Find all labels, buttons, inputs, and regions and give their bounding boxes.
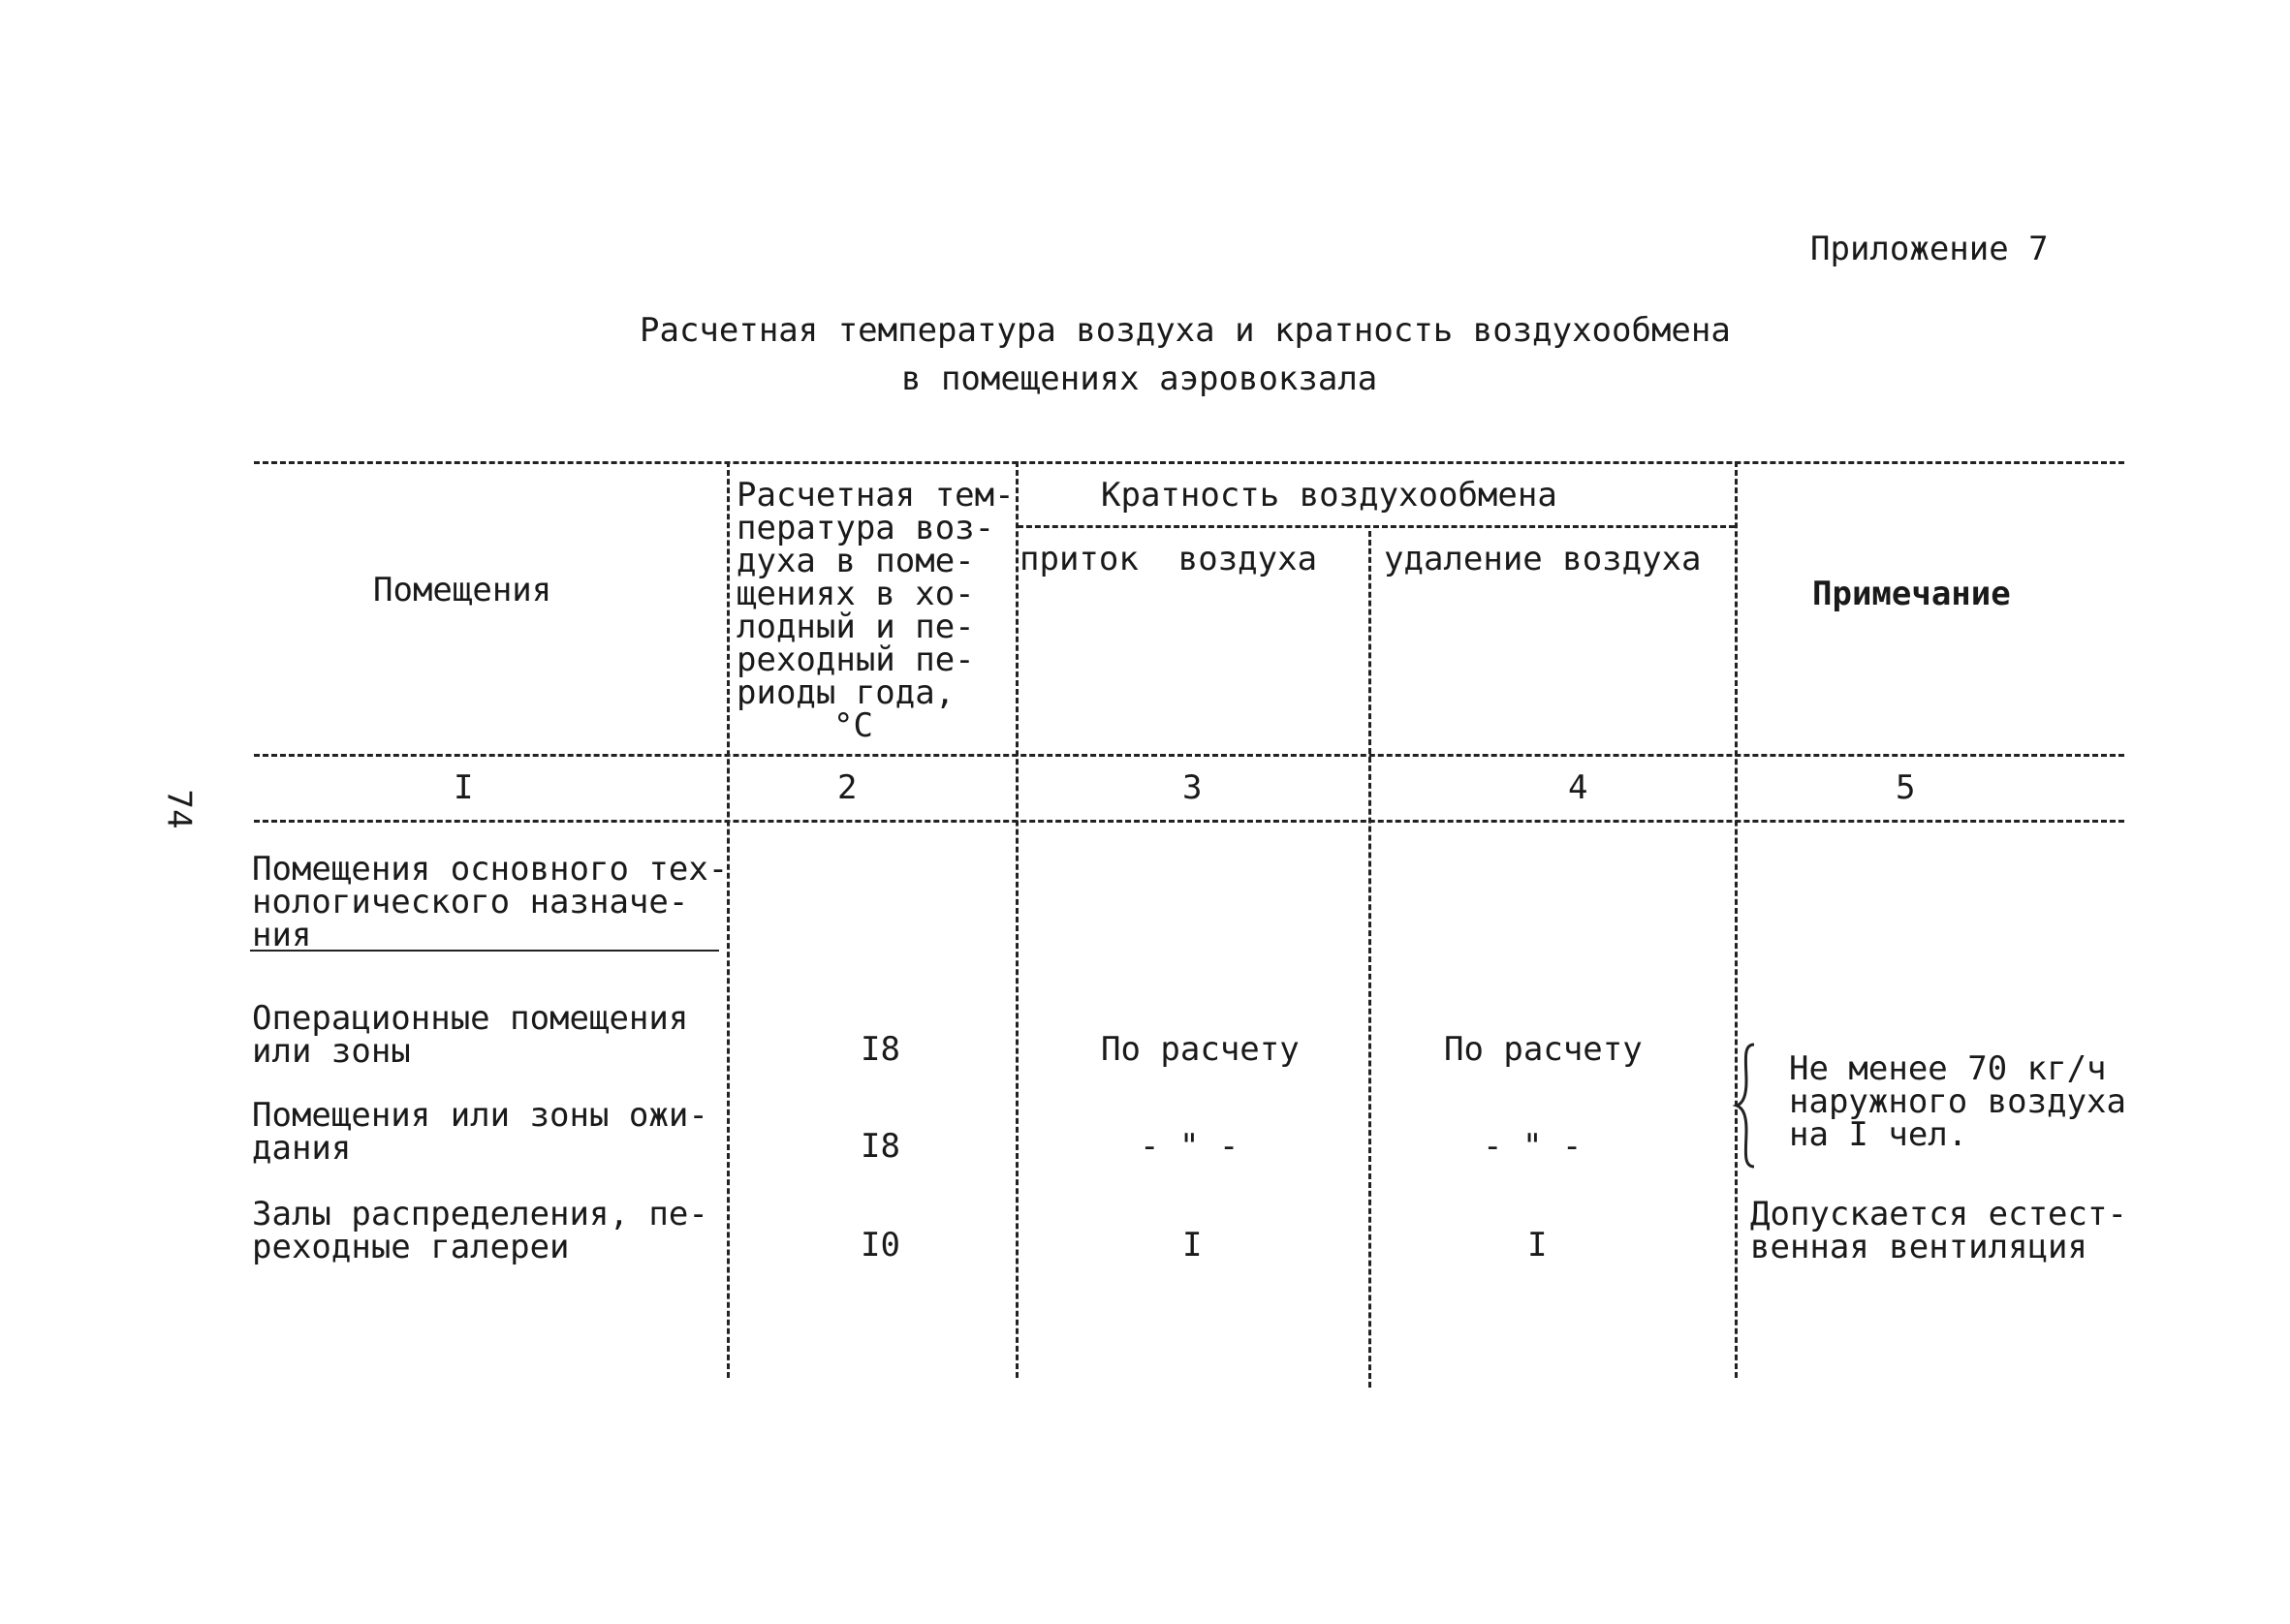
row-room-name: или зоны	[252, 1032, 411, 1071]
col-divider-3	[1368, 531, 1371, 1388]
section-heading-line: Помещения основного тех-	[252, 850, 729, 889]
row-room-name: Залы распределения, пе-	[252, 1195, 708, 1234]
header-air-exchange-group: Кратность воздухообмена	[1101, 476, 1557, 515]
col-divider-4	[1735, 461, 1738, 1378]
group-header-rule	[1018, 525, 1735, 528]
row-exhaust: I	[1527, 1226, 1548, 1265]
row-exhaust: - " -	[1483, 1127, 1583, 1166]
table-top-rule	[254, 461, 2124, 464]
header-rooms: Помещения	[373, 571, 552, 609]
section-heading-line: ния	[252, 916, 312, 954]
header-inflow: приток воздуха	[1020, 540, 1318, 578]
document-title-line-2: в помещениях аэровокзала	[901, 359, 1378, 398]
header-temp-line: пература воз-	[737, 509, 995, 547]
row-room-name: дания	[252, 1129, 352, 1168]
header-temperature	[737, 476, 1018, 745]
section-heading-line: нологического назначе-	[252, 883, 689, 921]
note-line: Допускается естест-	[1750, 1195, 2127, 1234]
row-room-name: реходные галереи	[252, 1228, 570, 1266]
row-temperature: I8	[861, 1127, 900, 1166]
row-temperature: I8	[861, 1030, 900, 1069]
row-exhaust: По расчету	[1444, 1030, 1643, 1069]
column-number: 5	[1896, 768, 1916, 807]
note-ventilation-requirement	[1789, 1049, 2126, 1154]
page-number: 74	[159, 789, 199, 829]
note-natural-ventilation	[1750, 1195, 2127, 1266]
row-room-name: Помещения или зоны ожи-	[252, 1096, 708, 1135]
column-number: 3	[1182, 768, 1203, 807]
row-inflow: - " -	[1140, 1127, 1239, 1166]
row-inflow: По расчету	[1101, 1030, 1300, 1069]
header-temp-unit: °С	[833, 706, 873, 745]
brace-icon	[1733, 1043, 1762, 1169]
note-line: на I чел.	[1789, 1115, 1968, 1154]
column-number: I	[454, 768, 474, 807]
note-line: Не менее 70 кг/ч	[1789, 1049, 2107, 1088]
appendix-label: Приложение 7	[1810, 230, 2049, 268]
document-title-line-1: Расчетная температура воздуха и кратность воздухообмена	[640, 311, 1731, 350]
row-temperature: I0	[861, 1226, 900, 1265]
numbers-bottom-rule	[254, 820, 2124, 823]
section-heading	[252, 850, 729, 954]
header-temp-line: реходный пе-	[737, 640, 975, 679]
column-number: 2	[837, 768, 858, 807]
header-temp-line: лодный и пе-	[737, 608, 975, 646]
header-temp-line: щениях в хо-	[737, 575, 975, 613]
header-temp-line: риоды года,	[737, 673, 956, 712]
header-temp-line: Расчетная тем-	[737, 476, 1015, 515]
row-room-name: Операционные помещения	[252, 999, 689, 1038]
note-line: наружного воздуха	[1789, 1082, 2126, 1121]
column-number: 4	[1568, 768, 1588, 807]
note-line: венная вентиляция	[1750, 1228, 2087, 1266]
header-note: Примечание	[1812, 575, 2011, 613]
row-inflow: I	[1182, 1226, 1203, 1265]
header-bottom-rule	[254, 754, 2124, 757]
header-exhaust: удаление воздуха	[1384, 540, 1702, 578]
header-temp-line: духа в поме-	[737, 542, 975, 580]
